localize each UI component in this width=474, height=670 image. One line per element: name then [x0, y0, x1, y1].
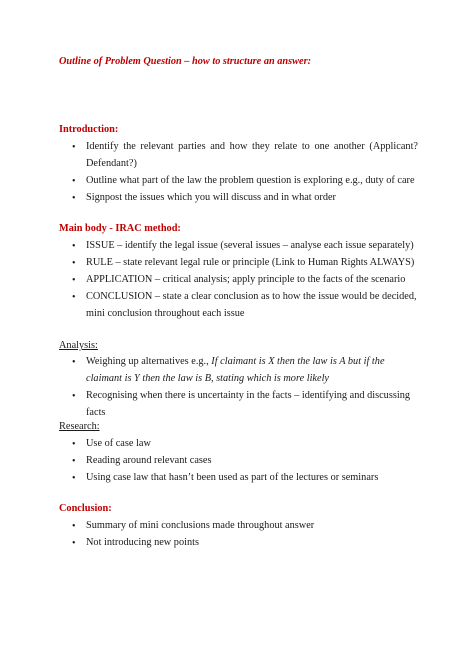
bullet-icon: •	[72, 258, 76, 269]
bullet-icon: •	[72, 456, 76, 467]
analysis-item-1	[86, 353, 418, 387]
main-body-heading: Main body - IRAC method:	[59, 223, 181, 234]
introduction-item-2: Outline what part of the law the problem question is exploring e.g., duty of care	[86, 175, 415, 186]
analysis-item-1-plain: Weighing up alternatives e.g.,	[86, 356, 212, 367]
introduction-item-3: Signpost the issues which you will discuss and in what order	[86, 192, 336, 203]
research-item-3: Using case law that hasn’t been used as part of the lectures or seminars	[86, 472, 379, 483]
conclusion-heading: Conclusion:	[59, 503, 112, 514]
main-body-item-4: CONCLUSION – state a clear conclusion as to how the issue would be decided, mini conclusion throughout each issue	[86, 291, 417, 319]
main-body-item-2: RULE – state relevant legal rule or principle (Link to Human Rights ALWAYS)	[86, 257, 415, 268]
bullet-icon: •	[72, 357, 76, 368]
bullet-icon: •	[72, 538, 76, 549]
bullet-icon: •	[72, 275, 76, 286]
conclusion-item-2: Not introducing new points	[86, 537, 199, 548]
introduction-heading: Introduction:	[59, 124, 119, 135]
research-heading: Research:	[59, 421, 100, 432]
analysis-heading: Analysis:	[59, 340, 98, 351]
conclusion-item-1: Summary of mini conclusions made throughout answer	[86, 520, 315, 531]
bullet-icon: •	[72, 292, 76, 303]
bullet-icon: •	[72, 439, 76, 450]
bullet-icon: •	[72, 391, 76, 402]
bullet-icon: •	[72, 193, 76, 204]
bullet-icon: •	[72, 176, 76, 187]
analysis-item-2: Recognising when there is uncertainty in the facts – identifying and discussing facts	[86, 390, 410, 418]
research-item-1: Use of case law	[86, 438, 151, 449]
main-body-item-3: APPLICATION – critical analysis; apply principle to the facts of the scenario	[86, 274, 406, 285]
introduction-item-1: Identify the relevant parties and how they relate to one another (Applicant? Defendant?)	[86, 141, 418, 169]
bullet-icon: •	[72, 142, 76, 153]
research-item-2: Reading around relevant cases	[86, 455, 212, 466]
document-title: Outline of Problem Question – how to structure an answer:	[59, 56, 312, 67]
bullet-icon: •	[72, 521, 76, 532]
bullet-icon: •	[72, 241, 76, 252]
bullet-icon: •	[72, 473, 76, 484]
analysis-item-1-italic: If claimant is X then the law is A but if the claimant is Y then the law is B, stating which is more likely	[86, 356, 385, 384]
main-body-item-1: ISSUE – identify the legal issue (several issues – analyse each issue separately)	[86, 240, 414, 251]
